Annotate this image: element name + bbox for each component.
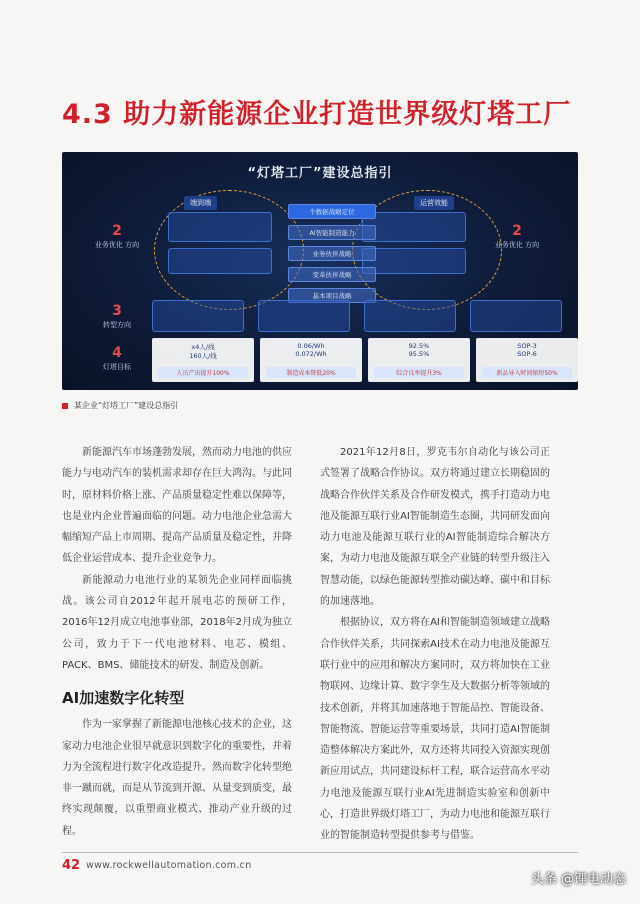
left-direction-text: 业务优化 方向 — [94, 240, 140, 249]
left-box-head: 端到端 — [184, 196, 217, 210]
paragraph: 根据协议，双方将在AI和智能制造领域建立战略合作伙伴关系，共同探索AI技术在动力电池及能源互联行业中的应用和解决方案同时，双方将加快在工业物联网、边缘计算、数字孪生及大数据分析等领域的技术创新，并将其加速落地于智能品控、智能设备、智能物流、智能运营等重要场景，共同打造AI智能制造整体解决方案此外，双方还将共同投入资源实现创新应用试点，共同建设标杆工程，联合运营高水平动力电池及能源互联行业AI先进制造实验室和创新中心，打造世界级灯塔工厂，为动力电池和能源互联行业的智能制造转型提供参考与借鉴。 — [320, 617, 550, 842]
metric-tag: 综合良率提升3% — [374, 367, 464, 378]
paragraph: 2021年12月8日，罗克韦尔自动化与该公司正式签署了战略合作协议。双方将通过建立长期稳固的战略合作伙伴关系及合作研发模式，携手打造动力电池及能源互联行业AI智能制造生态圈，共同研发面向动力电池及能源互联行业的AI智能制造综合解决方案，为动力电池及能源互联全产业链的转型升级注入智慧动能，以绿色能源转型推动碳达峰、碳中和目标的加速落地。 — [320, 447, 550, 608]
left-column — [62, 442, 292, 842]
figure-caption — [62, 400, 178, 411]
center-item: 基本项目战略 — [288, 288, 376, 303]
lighthouse-goal-label — [92, 344, 142, 372]
metric-row — [152, 338, 578, 382]
center-item: 变革伙伴战略 — [288, 267, 376, 282]
transform-box-3 — [364, 300, 456, 332]
metric-top: 0.06/Wh — [297, 342, 325, 350]
paragraph: 新能源动力电池行业的某领先企业同样面临挑战。该公司自2012年起开展电芯的预研工作，2016年12月成立电池事业部，2018年2月成为独立公司，致力于下一代电池材料、电芯、模组、PACK、BMS、储能技术的研发、制造及创新。 — [62, 574, 292, 671]
transform-box-1 — [152, 300, 244, 332]
paragraph: 作为一家掌握了新能源电池核心技术的企业，这家动力电池企业很早就意识到数字化的重要性，并着力为全流程进行数字化改造提升。然而数字化转型绝非一蹴而就，而是从节流到开源、从量变到质变，最终实现颠覆，以重塑商业模式、推动产业升级的过程。 — [62, 719, 292, 837]
footer-url[interactable]: www.rockwellautomation.com.cn — [86, 860, 252, 871]
metric-bottom: 160人/线 — [189, 352, 217, 360]
left-box-2 — [168, 248, 272, 274]
left-box-1 — [168, 212, 272, 242]
lighthouse-goal-num: 4 — [112, 345, 122, 361]
guideline-figure — [62, 152, 578, 390]
metric-card — [260, 338, 362, 382]
transform-direction-text: 转型方向 — [103, 320, 131, 329]
metric-card — [476, 338, 578, 382]
right-box-2 — [362, 248, 466, 274]
transform-box-4 — [470, 300, 562, 332]
right-direction-text: 业务优化 方向 — [494, 240, 540, 249]
center-item: AI智能制造能力 — [288, 225, 376, 240]
metric-bottom: 95.5% — [408, 350, 430, 358]
center-item: 个数据战略定位 — [288, 204, 376, 219]
lighthouse-goal-text: 灯塔目标 — [103, 362, 131, 371]
center-item: 业务伙伴战略 — [288, 246, 376, 261]
section-heading: AI加速数字化转型 — [62, 689, 185, 708]
right-direction-label — [482, 222, 552, 250]
footer-divider — [62, 852, 578, 853]
right-direction-num: 2 — [512, 223, 522, 239]
transform-box-2 — [258, 300, 350, 332]
paragraph: 新能源汽车市场蓬勃发展，然而动力电池的供应能力与电动汽车的装机需求却存在巨大鸿沟。与此同时，原材料价格上涨、产品质量稳定性难以保障等，也是业内企业普遍面临的问题。动力电池企业急需大幅缩短产品上市周期、提高产品质量及稳定性，并降低企业运营成本、提升企业竞争力。 — [62, 447, 292, 565]
metric-top: x4人/线 — [191, 343, 215, 351]
metric-card — [152, 338, 254, 382]
left-direction-label — [82, 222, 152, 250]
metric-top: SOP-3 — [517, 342, 537, 350]
watermark: 头条 @锂电动态 — [530, 872, 626, 887]
metric-tag: 人员产出提升100% — [158, 367, 248, 378]
right-box-head: 运营效能 — [414, 196, 454, 210]
metric-top: 92.5% — [408, 342, 430, 350]
metric-bottom: SOP-6 — [517, 350, 537, 358]
caption-square-icon — [62, 403, 68, 409]
caption-text: 某企业“灯塔工厂”建设总指引 — [74, 401, 179, 410]
center-stack — [288, 204, 376, 309]
metric-tag: 新品导入时间缩短50% — [482, 367, 572, 378]
metric-card — [368, 338, 470, 382]
transform-direction-label — [92, 302, 142, 330]
metric-tag: 制造成本降低20% — [266, 367, 356, 378]
figure-title: “灯塔工厂”建设总指引 — [247, 166, 393, 181]
metric-bottom: 0.072/Wh — [295, 350, 327, 358]
transform-direction-num: 3 — [112, 303, 122, 319]
page-title: 4.3 助力新能源企业打造世界级灯塔工厂 — [62, 99, 572, 130]
left-direction-num: 2 — [112, 223, 122, 239]
right-box-1 — [362, 212, 466, 242]
page-number: 42 — [62, 858, 81, 873]
right-column — [320, 442, 550, 847]
